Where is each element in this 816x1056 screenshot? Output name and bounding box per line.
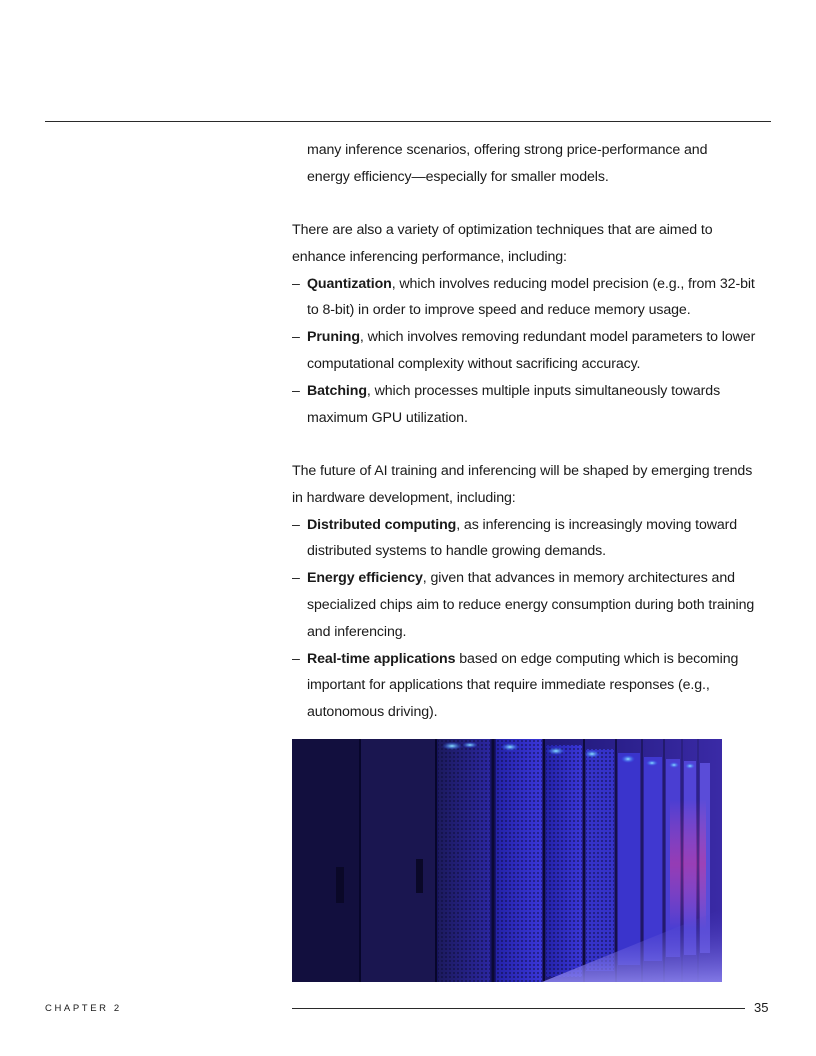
trends-lead-2: in hardware development, including: <box>292 489 516 506</box>
bullet-dash: – <box>292 516 300 533</box>
bullet-dash: – <box>292 382 300 399</box>
term-quantization: Quantization <box>307 275 392 292</box>
list-item-quantization: – Quantization, which involves reducing model precision (e.g., from 32-bit to 8-bit) in order to improve speed and reduce memory usage. <box>292 271 774 325</box>
term-energy-efficiency: Energy efficiency <box>307 570 423 587</box>
footer-rule <box>292 1008 745 1009</box>
chapter-label: CHAPTER 2 <box>45 1003 122 1014</box>
bullet-dash: – <box>292 275 300 292</box>
list-item-real-time-applications: – Real-time applications based on edge computing which is becoming important for applications that require immediate responses (e.g., autonomous driving). <box>292 646 774 726</box>
page-number: 35 <box>754 1000 769 1015</box>
intro-line-2: energy efficiency—especially for smaller models. <box>307 168 609 185</box>
term-pruning: Pruning <box>307 329 360 346</box>
list-item-distributed-computing: – Distributed computing, as inferencing is increasingly moving toward distributed systems to handle growing demands. <box>292 512 774 566</box>
trends-lead-1: The future of AI training and inferencing will be shaped by emerging trends <box>292 462 753 479</box>
term-batching: Batching <box>307 382 367 399</box>
optimization-lead-1: There are also a variety of optimization techniques that are aimed to <box>292 222 713 239</box>
list-item-batching: – Batching, which processes multiple inputs simultaneously towards maximum GPU utilization. <box>292 378 774 432</box>
server-rack-photo <box>292 739 722 982</box>
bullet-dash: – <box>292 329 300 346</box>
term-real-time-applications: Real-time applications <box>307 650 456 667</box>
bullet-dash: – <box>292 650 300 667</box>
body-text <box>292 137 774 726</box>
list-item-pruning: – Pruning, which involves removing redundant model parameters to lower computational complexity without sacrificing accuracy. <box>292 324 774 378</box>
optimization-lead-2: enhance inferencing performance, including: <box>292 248 567 265</box>
list-item-energy-efficiency: – Energy efficiency, given that advances in memory architectures and specialized chips aim to reduce energy consumption during both training and inferencing. <box>292 565 774 645</box>
bullet-dash: – <box>292 570 300 587</box>
intro-line-1: many inference scenarios, offering strong price-performance and <box>307 142 708 158</box>
term-distributed-computing: Distributed computing <box>307 516 457 533</box>
header-rule <box>45 121 771 122</box>
